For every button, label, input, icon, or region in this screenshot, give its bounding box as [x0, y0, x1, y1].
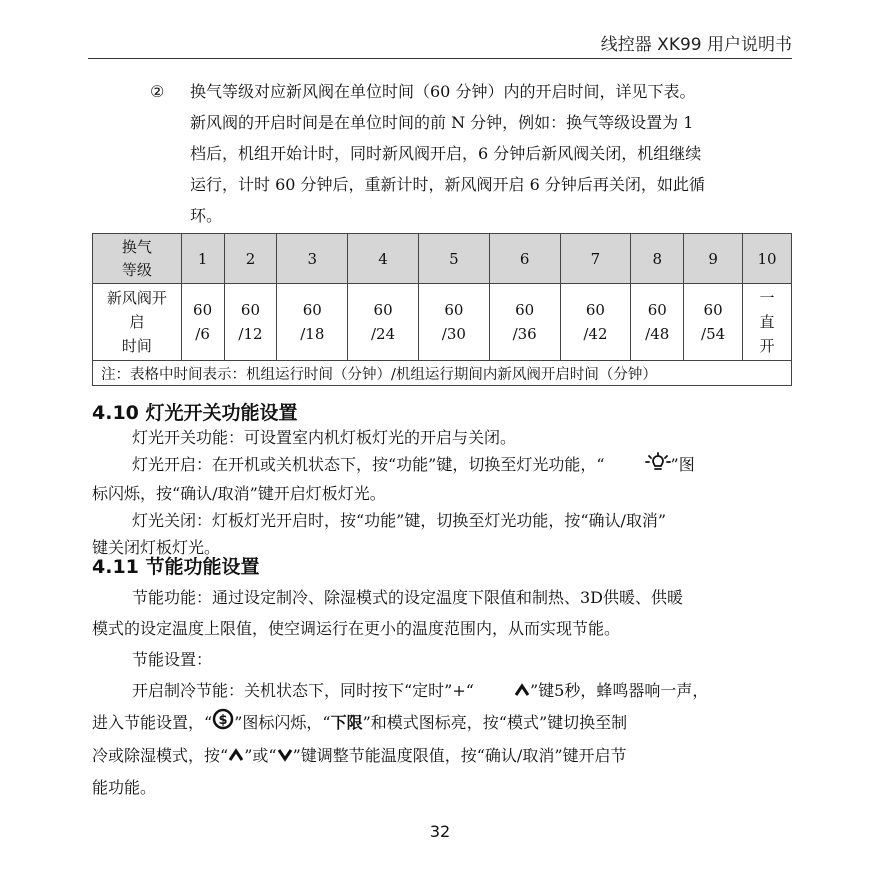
value-line: 60 [444, 301, 464, 319]
level-cell: 4 [348, 234, 419, 284]
value-line: /54 [701, 325, 726, 343]
value-cell [418, 284, 489, 361]
paragraph: 灯光关闭：灯板灯光开启时，按“功能”键，切换至灯光功能，按“确认/取消” [132, 510, 667, 530]
value-line: 60 [647, 301, 667, 319]
level-cell: 2 [224, 234, 277, 284]
ventilation-table [92, 233, 792, 386]
header-title: 线控器 XK99 用户说明书 [600, 35, 792, 55]
page-number: 32 [429, 822, 451, 841]
lower-limit-label: 下限 [330, 713, 363, 732]
item-number: ② [150, 82, 165, 101]
value-cell [181, 284, 224, 361]
value-line: 60 [585, 301, 605, 319]
intro-line-2: 新风阀的开启时间是在单位时间的前 N 分钟，例如：换气等级设置为 1 [190, 113, 694, 132]
page-header [88, 30, 792, 59]
text-run: ”或“ [244, 745, 277, 765]
section-heading-4-11: 4.11 节能功能设置 [92, 556, 260, 578]
level-cell: 3 [277, 234, 348, 284]
row-label-line: 新风阀开 [106, 289, 167, 307]
table-note: 注：表格中时间表示：机组运行时间（分钟）/机组运行期间内新风阀开启时间（分钟） [93, 361, 792, 386]
level-cell: 5 [418, 234, 489, 284]
value-line: 60 [515, 301, 535, 319]
value-line: 直 [759, 313, 775, 331]
text-run: ”和模式图标亮，按“模式”键切换至制 [362, 713, 628, 732]
level-cell: 1 [181, 234, 224, 284]
text-run: 开启制冷节能：关机状态下，同时按下“定时”+“ [132, 681, 474, 700]
paragraph-cont: 标闪烁，按“确认/取消”键开启灯板灯光。 [92, 483, 386, 503]
value-line: /24 [371, 325, 396, 343]
value-cell [560, 284, 631, 361]
value-cell [489, 284, 560, 361]
intro-line-1: 换气等级对应新风阀在单位时间（60 分钟）内的开启时间，详见下表。 [190, 82, 696, 101]
up-arrow-icon [228, 741, 244, 772]
paragraph [92, 451, 792, 480]
section-4-11-body [92, 582, 792, 803]
level-cell: 10 [743, 234, 792, 284]
value-cell [743, 284, 792, 361]
level-cell: 9 [684, 234, 743, 284]
paragraph-cont [92, 707, 792, 740]
intro-line-3: 档后，机组开始计时，同时新风阀开启，6 分钟后新风阀关闭，机组继续 [190, 144, 702, 163]
header-label-cell [93, 234, 182, 284]
value-line: /36 [512, 325, 537, 343]
text-run: ”图标闪烁，“ [234, 713, 331, 732]
row-label-line: 时间 [121, 337, 152, 355]
value-line: /12 [238, 325, 263, 343]
value-line: 开 [759, 337, 775, 355]
intro-line-4: 运行，计时 60 分钟后，重新计时，新风阀开启 6 分钟后再关闭，如此循 [190, 175, 705, 194]
paragraph-cont: 模式的设定温度上限值，使空调运行在更小的温度范围内，从而实现节能。 [92, 619, 621, 638]
up-arrow-icon [474, 676, 530, 707]
text-run: 冷或除湿模式，按“ [92, 745, 229, 765]
value-cell [348, 284, 419, 361]
value-cell [684, 284, 743, 361]
value-line: 60 [703, 301, 723, 319]
header-label-line: 换气 [121, 237, 152, 256]
value-line: 60 [193, 301, 213, 319]
paragraph-cont: 键关闭灯板灯光。 [92, 537, 221, 557]
row-label-cell [93, 284, 182, 361]
level-cell: 6 [489, 234, 560, 284]
paragraph-cont [92, 740, 792, 772]
paragraph [92, 675, 792, 707]
value-line: 60 [373, 301, 393, 319]
paragraph: 节能设置： [132, 650, 213, 669]
value-cell [277, 284, 348, 361]
text-run: ”键5秒，蜂鸣器响一声， [529, 681, 709, 700]
row-label-line: 启 [129, 313, 145, 331]
value-line: 60 [302, 301, 322, 319]
table-header-row [93, 234, 792, 284]
header-label-line: 等级 [121, 260, 152, 279]
svg-text:$: $ [218, 712, 228, 728]
paragraph: 节能功能：通过设定制冷、除湿模式的设定温度下限值和制热、3D供暖、供暖 [132, 588, 684, 607]
value-line: /48 [645, 325, 670, 343]
table-value-row [93, 284, 792, 361]
energy-saving-dollar-icon [212, 708, 234, 740]
text-run: 灯光开启：在开机或关机状态下，按“功能”键，切换至灯光功能，“ [132, 455, 605, 474]
intro-block [150, 76, 800, 231]
value-line: /6 [195, 325, 210, 343]
value-cell [631, 284, 684, 361]
down-arrow-icon [277, 741, 293, 772]
table-note-row [93, 361, 792, 386]
value-line: 一 [759, 289, 775, 307]
text-run: ”键调整节能温度限值，按“确认/取消”键开启节 [292, 745, 627, 765]
text-run: ”图 [670, 455, 695, 474]
intro-line-5: 环。 [190, 206, 223, 225]
value-line: /42 [583, 325, 608, 343]
paragraph-cont: 能功能。 [92, 777, 157, 797]
value-cell [224, 284, 277, 361]
light-bulb-icon [605, 452, 671, 480]
paragraph: 灯光开关功能：可设置室内机灯板灯光的开启与关闭。 [132, 428, 517, 447]
section-4-10-body [92, 424, 792, 561]
value-line: /18 [300, 325, 325, 343]
level-cell: 7 [560, 234, 631, 284]
text-run: 进入节能设置，“ [92, 713, 213, 732]
value-line: 60 [240, 301, 261, 319]
level-cell: 8 [631, 234, 684, 284]
section-heading-4-10: 4.10 灯光开关功能设置 [92, 402, 298, 424]
value-line: /30 [441, 325, 466, 343]
